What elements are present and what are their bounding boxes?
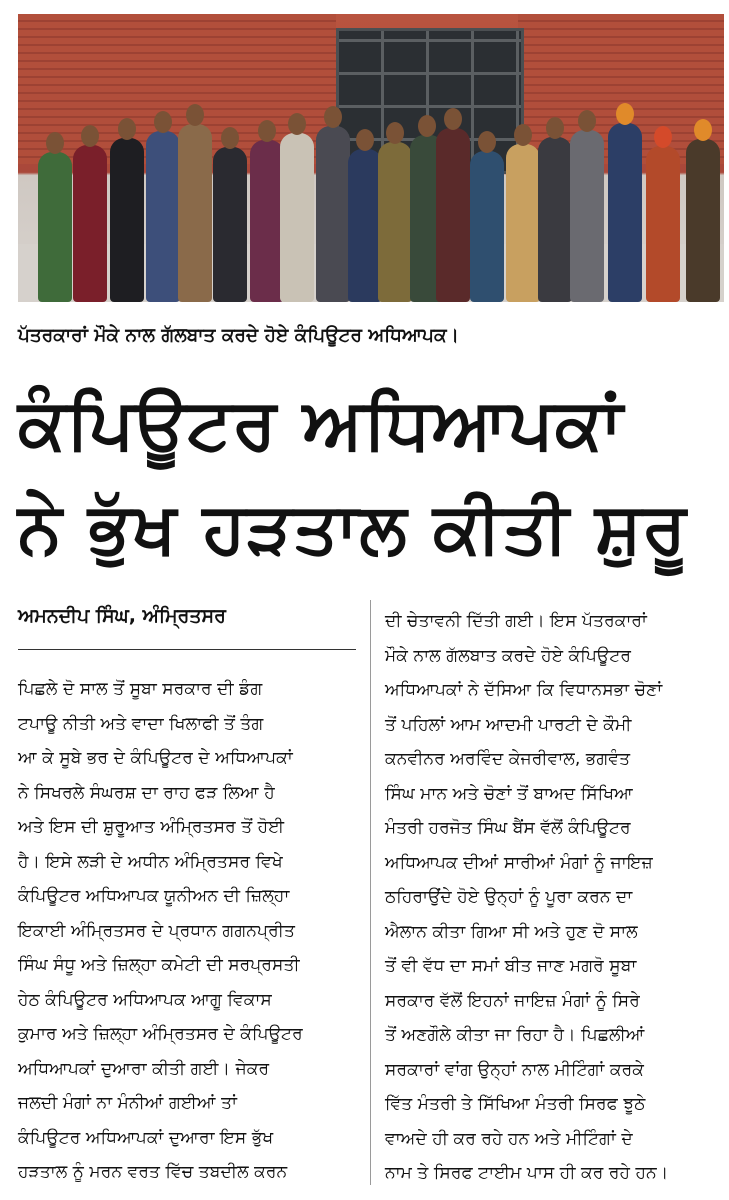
- text-line: ਤੋਂ ਅਣਗੌਲੇ ਕੀਤਾ ਜਾ ਰਿਹਾ ਹੈ। ਪਿਛਲੀਆਂ: [385, 1025, 645, 1045]
- person-head: [418, 115, 436, 137]
- text-line: ਨੇ ਸਿਖਰਲੇ ਸੰਘਰਸ਼ ਦਾ ਰਾਹ ਫੜ ਲਿਆ ਹੈ: [18, 782, 275, 803]
- column-divider: [370, 600, 371, 1185]
- person-head: [46, 132, 64, 154]
- text-line: ਸਿੰਘ ਸੰਧੂ ਅਤੇ ਜ਼ਿਲ੍ਹਾ ਕਮੇਟੀ ਦੀ ਸਰਪ੍ਰਸਤੀ: [18, 955, 300, 975]
- text-line: ਅਧਿਆਪਕਾਂ ਨੇ ਦੱਸਿਆ ਕਿ ਵਿਧਾਨਸਭਾ ਚੋਣਾਂ: [385, 680, 663, 700]
- text-line: ਮੰਤਰੀ ਹਰਜੋਤ ਸਿੰਘ ਬੈਂਸ ਵੱਲੋਂ ਕੰਪਿਊਟਰ: [385, 818, 631, 838]
- person-silhouette: [250, 140, 284, 302]
- person-head: [288, 113, 306, 135]
- person-silhouette: [608, 123, 642, 302]
- text-line: ਮੌਕੇ ਨਾਲ ਗੱਲਬਾਤ ਕਰਦੇ ਹੋਏ ਕੰਪਿਊਟਰ: [385, 645, 632, 666]
- person-head: [514, 124, 532, 146]
- person-silhouette: [378, 142, 412, 302]
- text-line: ਠਹਿਰਾਉਂਦੇ ਹੋਏ ਉਨ੍ਹਾਂ ਨੂੰ ਪੂਰਾ ਕਰਨ ਦਾ: [385, 887, 633, 907]
- person-head: [356, 129, 374, 151]
- text-line: ਨਾਮ ਤੇ ਸਿਰਫ ਟਾਈਮ ਪਾਸ ਹੀ ਕਰ ਰਹੇ ਹਨ।: [385, 1163, 669, 1183]
- person-head: [258, 120, 276, 142]
- person-silhouette: [470, 151, 504, 302]
- person-head: [694, 119, 712, 141]
- text-line: ਇਕਾਈ ਅੰਮ੍ਰਿਤਸਰ ਦੇ ਪ੍ਰਧਾਨ ਗਗਨਪ੍ਰੀਤ: [18, 920, 295, 941]
- person-silhouette: [213, 147, 247, 302]
- headline: [18, 372, 724, 580]
- person-silhouette: [316, 126, 350, 302]
- person-silhouette: [280, 133, 314, 302]
- text-line: ਕੰਪਿਊਟਰ ਅਧਿਆਪਕਾਂ ਦੁਆਰਾ ਇਸ ਭੁੱਖ: [18, 1127, 274, 1148]
- person-silhouette: [646, 146, 680, 302]
- person-silhouette: [506, 144, 540, 302]
- person-head: [324, 106, 342, 128]
- text-line: ਟਪਾਊ ਨੀਤੀ ਅਤੇ ਵਾਦਾ ਖਿਲਾਫੀ ਤੋਂ ਤੰਗ: [18, 713, 264, 734]
- person-silhouette: [178, 124, 212, 302]
- text-line: ਦੀ ਚੇਤਾਵਨੀ ਦਿੱਤੀ ਗਈ। ਇਸ ਪੱਤਰਕਾਰਾਂ: [385, 611, 647, 631]
- person-silhouette: [146, 131, 180, 302]
- headline-line-1: ਕੰਪਿਊਟਰ ਅਧਿਆਪਕਾਂ: [18, 383, 624, 465]
- person-silhouette: [38, 152, 72, 302]
- person-silhouette: [436, 128, 470, 302]
- person-silhouette: [110, 138, 144, 302]
- person-head: [546, 117, 564, 139]
- byline: ਅਮਨਦੀਪ ਸਿੰਘ, ਅੰਮ੍ਰਿਤਸਰ: [18, 605, 356, 650]
- text-line: ਜਲਦੀ ਮੰਗਾਂ ਨਾ ਮੰਨੀਆਂ ਗਈਆਂ ਤਾਂ: [18, 1093, 238, 1113]
- text-line: ਅਤੇ ਇਸ ਦੀ ਸ਼ੁਰੂਆਤ ਅੰਮ੍ਰਿਤਸਰ ਤੋਂ ਹੋਈ: [18, 817, 285, 837]
- person-head: [386, 122, 404, 144]
- headline-line-2: ਨੇ ਭੁੱਖ ਹੜਤਾਲ ਕੀਤੀ ਸ਼ੁਰੂ: [18, 487, 688, 569]
- group-photo: [18, 14, 724, 302]
- text-line: ਕੰਪਿਊਟਰ ਅਧਿਆਪਕ ਯੂਨੀਅਨ ਦੀ ਜ਼ਿਲ੍ਹਾ: [18, 886, 290, 906]
- person-silhouette: [348, 149, 382, 302]
- text-line: ਅਧਿਆਪਕਾਂ ਦੁਆਰਾ ਕੀਤੀ ਗਈ। ਜੇਕਰ: [18, 1058, 270, 1079]
- text-line: ਸਰਕਾਰ ਵੱਲੋਂ ਇਹਨਾਂ ਜਾਇਜ਼ ਮੰਗਾਂ ਨੂੰ ਸਿਰੇ: [385, 990, 640, 1011]
- text-line: ਆ ਕੇ ਸੂਬੇ ਭਰ ਦੇ ਕੰਪਿਊਟਰ ਦੇ ਅਧਿਆਪਕਾਂ: [18, 748, 293, 768]
- text-line: ਵਿੱਤ ਮੰਤਰੀ ਤੇ ਸਿੱਖਿਆ ਮੰਤਰੀ ਸਿਰਫ ਝੂਠੇ: [385, 1094, 646, 1114]
- article-column-left: [18, 672, 358, 1190]
- person-head: [444, 108, 462, 130]
- person-head: [616, 103, 634, 125]
- article-column-right: [385, 604, 723, 1191]
- text-line: ਤੋਂ ਵੀ ਵੱਧ ਦਾ ਸਮਾਂ ਬੀਤ ਜਾਣ ਮਗਰੋ ਸੂਬਾ: [385, 956, 637, 976]
- text-line: ਪਿਛਲੇ ਦੋ ਸਾਲ ਤੋਂ ਸੂਬਾ ਸਰਕਾਰ ਦੀ ਡੰਗ: [18, 679, 263, 699]
- person-head: [654, 126, 672, 148]
- person-head: [578, 110, 596, 132]
- text-line: ਕੁਮਾਰ ਅਤੇ ਜ਼ਿਲ੍ਹਾ ਅੰਮ੍ਰਿਤਸਰ ਦੇ ਕੰਪਿਊਟਰ: [18, 1024, 303, 1044]
- person-silhouette: [538, 137, 572, 302]
- person-head: [154, 111, 172, 133]
- photo-caption: ਪੱਤਰਕਾਰਾਂ ਮੌਕੇ ਨਾਲ ਗੱਲਬਾਤ ਕਰਦੇ ਹੋਏ ਕੰਪਿਊਟਰ ਅਧਿਆਪਕ।: [18, 325, 460, 346]
- text-line: ਤੋਂ ਪਹਿਲਾਂ ਆਮ ਆਦਮੀ ਪਾਰਟੀ ਦੇ ਕੌਮੀ: [385, 714, 632, 735]
- person-silhouette: [570, 130, 604, 302]
- person-silhouette: [73, 145, 107, 302]
- text-line: ਹੜਤਾਲ ਨੂੰ ਮਰਨ ਵਰਤ ਵਿੱਚ ਤਬਦੀਲ ਕਰਨ: [18, 1162, 288, 1182]
- text-line: ਵਾਅਦੇ ਹੀ ਕਰ ਰਹੇ ਹਨ ਅਤੇ ਮੀਟਿੰਗਾਂ ਦੇ: [385, 1128, 633, 1149]
- person-head: [118, 118, 136, 140]
- person-silhouette: [686, 139, 720, 302]
- text-line: ਸਿੰਘ ਮਾਨ ਅਤੇ ਚੋਣਾਂ ਤੋਂ ਬਾਅਦ ਸਿੱਖਿਆ: [385, 783, 633, 804]
- person-head: [81, 125, 99, 147]
- person-head: [478, 131, 496, 153]
- text-line: ਕਨਵੀਨਰ ਅਰਵਿੰਦ ਕੇਜਰੀਵਾਲ, ਭਗਵੰਤ: [385, 749, 631, 769]
- text-line: ਐਲਾਨ ਕੀਤਾ ਗਿਆ ਸੀ ਅਤੇ ਹੁਣ ਦੋ ਸਾਲ: [385, 921, 638, 942]
- text-line: ਸਰਕਾਰਾਂ ਵਾਂਗ ਉਨ੍ਹਾਂ ਨਾਲ ਮੀਟਿੰਗਾਂ ਕਰਕੇ: [385, 1059, 644, 1080]
- text-line: ਹੇਠ ਕੰਪਿਊਟਰ ਅਧਿਆਪਕ ਆਗੂ ਵਿਕਾਸ: [18, 989, 272, 1010]
- text-line: ਹੈ। ਇਸੇ ਲੜੀ ਦੇ ਅਧੀਨ ਅੰਮ੍ਰਿਤਸਰ ਵਿਖੇ: [18, 851, 283, 872]
- text-line: ਅਧਿਆਪਕ ਦੀਆਂ ਸਾਰੀਆਂ ਮੰਗਾਂ ਨੂੰ ਜਾਇਜ਼: [385, 852, 653, 873]
- person-head: [186, 104, 204, 126]
- person-head: [221, 127, 239, 149]
